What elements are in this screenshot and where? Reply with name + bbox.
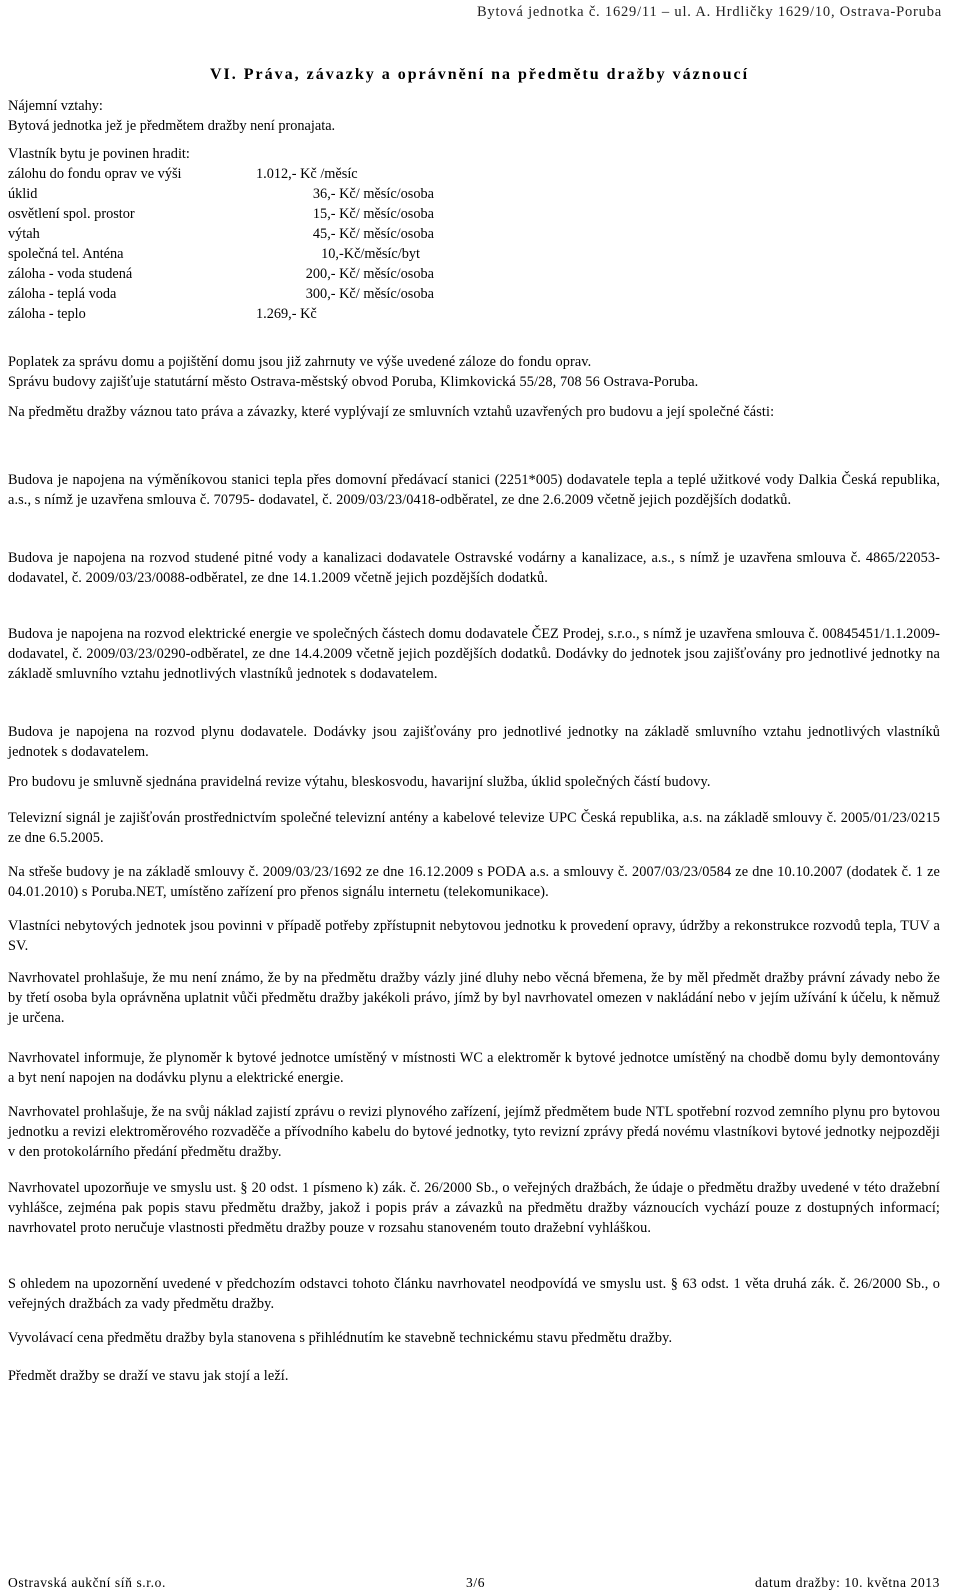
paragraph: Budova je napojena na rozvod plynu dodavatele. Dodávky jsou zajišťovány pro jednotlivé jednotky na základě smluvního vztahu jednotlivých vlastníků jednotek s dodavatelem. xyxy=(8,724,940,760)
fee-value: 15,- Kč/ měsíc/osoba xyxy=(312,206,434,222)
fee-value: 1.012,- Kč /měsíc xyxy=(256,166,358,182)
fee-value: 36,- Kč/ měsíc/osoba xyxy=(312,186,434,202)
fees-list xyxy=(8,164,488,324)
paragraph: Navrhovatel upozorňuje ve smyslu ust. § 20 odst. 1 písmeno k) zák. č. 26/2000 Sb., o veřejných dražbách, že údaje o předmětu dražby uvedené v této dražební vyhlášce, zejména pak popis stavu předmětu dražby, jakož i popis práv a závazků na předmětu dražby váznoucích vychází pouze z dostupných informací; navrhovatel proto neručuje vlastnosti předmětu dražby pouze v rozsahu stanoveném touto dražební vyhláškou. xyxy=(8,1180,940,1236)
paragraph: Poplatek za správu domu a pojištění domu jsou již zahrnuty ve výše uvedené záloze do fondu oprav. xyxy=(8,354,592,370)
paragraph: Navrhovatel prohlašuje, že mu není známo, že by na předmětu dražby vázly jiné dluhy nebo věcná břemena, že by měl předmět dražby právní závady nebo že by třetí osoba byla oprávněna uplatnit vůči předmětu dražby jakékoli právo, jímž by byl navrhovatel omezen v nakládání nebo v jejím užívání k účelu, k němuž je určena. xyxy=(8,970,940,1026)
fee-row xyxy=(8,244,488,264)
fee-value: 300,- Kč/ měsíc/osoba xyxy=(305,286,434,302)
section-title: VI. Práva, závazky a oprávnění na předmětu dražby váznoucí xyxy=(210,66,750,83)
fees-heading: Vlastník bytu je povinen hradit: xyxy=(8,146,190,162)
fee-value: 45,- Kč/ měsíc/osoba xyxy=(312,226,434,242)
lease-block xyxy=(8,96,335,136)
lease-text: Bytová jednotka jež je předmětem dražby není pronajata. xyxy=(8,118,336,134)
footer-page-number: 3/6 xyxy=(466,1575,486,1590)
fee-label: společná tel. Anténa xyxy=(8,246,124,262)
paragraph: Pro budovu je smluvně sjednána pravidelná revize výtahu, bleskosvodu, havarijní služba, úklid společných částí budovy. xyxy=(8,774,711,790)
fee-label: úklid xyxy=(8,186,38,202)
paragraph: Na střeše budovy je na základě smlouvy č. 2009/03/23/1692 ze dne 16.12.2009 s PODA a.s. a smlouvy č. 2007/03/23/0584 ze dne 10.10.2007 (dodatek č. 1 ze 04.01.2010) s Poruba.NET, umístěno zařízení pro přenos signálu internetu (telekomunikace). xyxy=(8,864,940,900)
footer-company: Ostravská aukční síň s.r.o. xyxy=(8,1575,166,1590)
lease-heading: Nájemní vztahy: xyxy=(8,98,103,114)
footer-auction-date: datum dražby: 10. května 2013 xyxy=(755,1575,940,1590)
paragraph: Televizní signál je zajišťován prostřednictvím společné televizní antény a kabelové televize UPC Česká republika, a.s. na základě smlouvy č. 2005/01/23/0215 ze dne 6.5.2005. xyxy=(8,810,940,846)
fee-label: záloha - teplá voda xyxy=(8,286,117,302)
paragraph: Budova je napojena na rozvod studené pitné vody a kanalizaci dodavatele Ostravské vodárny a kanalizace, a.s., s nímž je uzavřena smlouva č. 4865/22053- dodavatel, č. 2009/03/23/0088-odběratel, ze dne 14.1.2009 včetně jejich pozdějších dodatků. xyxy=(8,550,940,586)
fee-label: záloha - teplo xyxy=(8,306,86,322)
paragraph: Předmět dražby se draží ve stavu jak stojí a leží. xyxy=(8,1368,289,1384)
fee-value: 200,- Kč/ měsíc/osoba xyxy=(305,266,434,282)
paragraph: Budova je napojena na výměníkovou stanici tepla přes domovní předávací stanici (2251*005) dodavatele tepla a teplé užitkové vody Dalkia Česká republika, a.s., s nímž je uzavřena smlouva č. 70795- dodavatel, č. 2009/03/23/0418-odběratel, ze dne 2.6.2009 včetně jejich pozdějších dodatků. xyxy=(8,472,940,508)
fee-label: záloha - voda studená xyxy=(8,266,133,282)
fee-row xyxy=(8,284,488,304)
running-header: Bytová jednotka č. 1629/11 – ul. A. Hrdličky 1629/10, Ostrava-Poruba xyxy=(476,4,942,20)
fee-value: 10,-Kč/měsíc/byt xyxy=(321,246,420,262)
paragraph: Správu budovy zajišťuje statutární město Ostrava-městský obvod Poruba, Klimkovická 55/28, 708 56 Ostrava-Poruba. xyxy=(8,374,699,390)
paragraph: Navrhovatel informuje, že plynoměr k bytové jednotce umístěný v místnosti WC a elektroměr k bytové jednotce umístěný na chodbě domu byly demontovány a byt není napojen na dodávku plynu a elektrické energie. xyxy=(8,1050,940,1086)
fee-value: 1.269,- Kč xyxy=(256,306,317,322)
paragraph: Vlastníci nebytových jednotek jsou povinni v případě potřeby zpřístupnit nebytovou jednotku k provedení opravy, údržby a rekonstrukce rozvodů tepla, TUV a SV. xyxy=(8,918,940,954)
paragraph: Navrhovatel prohlašuje, že na svůj náklad zajistí zprávu o revizi plynového zařízení, jejímž předmětem bude NTL spotřební rozvod zemního plynu pro bytovou jednotku a revizi elektroměrového rozvaděče a přívodního kabelu do bytové jednotky, tyto revizní zprávy předá novému vlastníkovi bytové jednotky nejpozději v den protokolárního předání předmětu dražby. xyxy=(8,1104,940,1160)
fee-label: zálohu do fondu oprav ve výši xyxy=(8,166,182,182)
fee-row xyxy=(8,224,488,244)
paragraph: Budova je napojena na rozvod elektrické energie ve společných částech domu dodavatele ČEZ Prodej, s.r.o., s nímž je uzavřena smlouva č. 00845451/1.1.2009- dodavatel, č. 2009/03/23/0290-odběratel, ze dne 14.4.2009 včetně jejich pozdějších dodatků. Dodávky do jednotek jsou zajišťovány pro jednotlivé jednotky na základě smluvního vztahu jednotlivých vlastníků jednotek s dodavatelem. xyxy=(8,626,940,682)
fee-row xyxy=(8,264,488,284)
fee-row xyxy=(8,304,488,324)
fee-label: výtah xyxy=(8,226,40,242)
paragraph: Vyvolávací cena předmětu dražby byla stanovena s přihlédnutím ke stavebně technickému stavu předmětu dražby. xyxy=(8,1330,673,1346)
paragraph: S ohledem na upozornění uvedené v předchozím odstavci tohoto článku navrhovatel neodpovídá ve smyslu ust. § 63 odst. 1 věta druhá zák. č. 26/2000 Sb., o veřejných dražbách za vady předmětu dražby. xyxy=(8,1276,940,1312)
fee-row xyxy=(8,204,488,224)
paragraph: Na předmětu dražby váznou tato práva a závazky, které vyplývají ze smluvních vztahů uzavřených pro budovu a její společné části: xyxy=(8,404,775,420)
fee-label: osvětlení spol. prostor xyxy=(8,206,135,222)
fee-row xyxy=(8,164,488,184)
fee-row xyxy=(8,184,488,204)
